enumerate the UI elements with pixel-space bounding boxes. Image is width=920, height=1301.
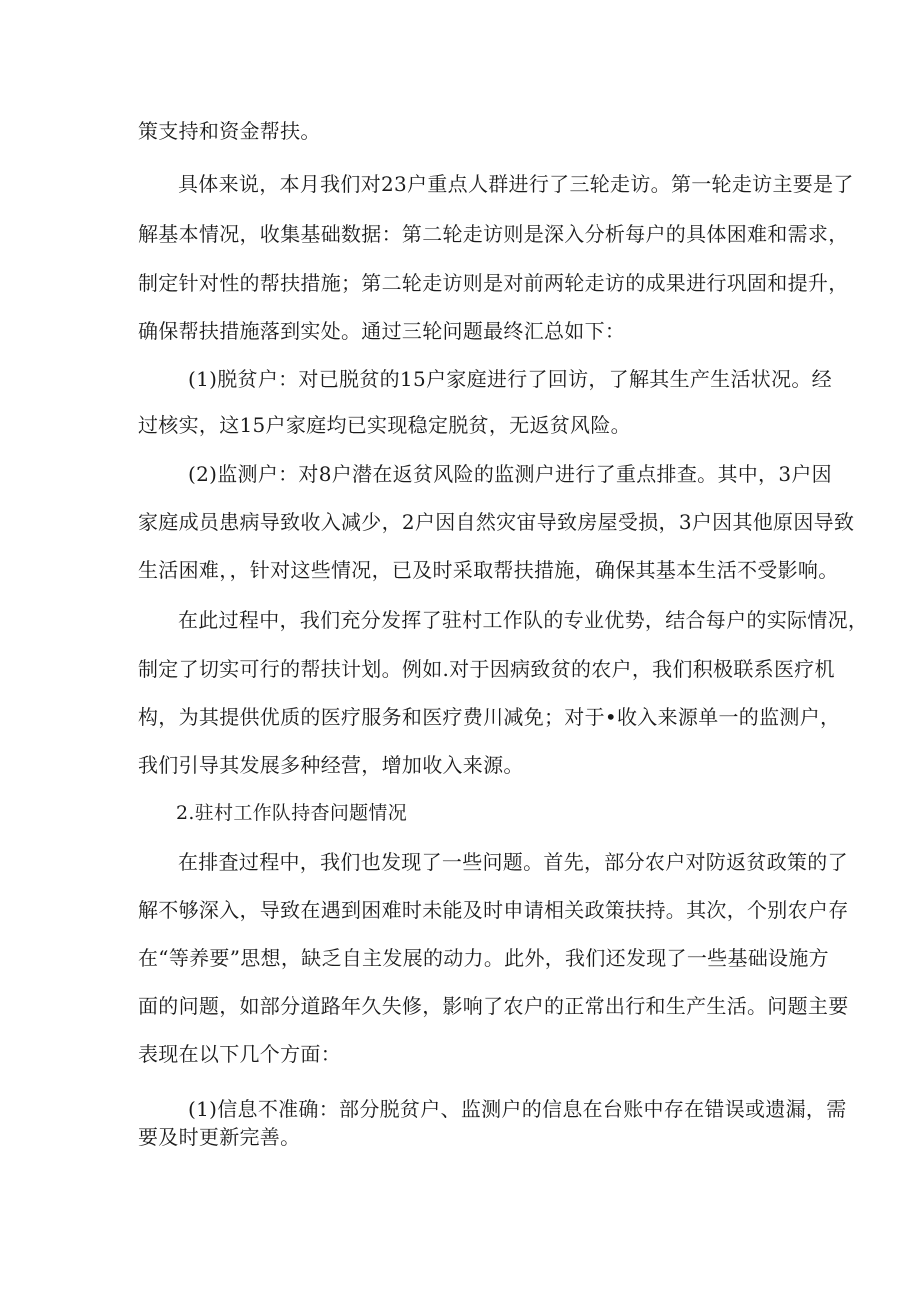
paragraph-process-line-3: 构，为其提供优质的医疗服务和医疗费川减免；对于•收入来源单一的监测户， [138, 705, 841, 729]
paragraph-issues-line-2: 解不够深入，导致在遇到困难时未能及时申请相关政策扶持。其次，个别农户存 [138, 898, 849, 922]
item-poverty-exit-line-1: (1)脱贫户：对已脱贫的15户家庭进行了回访，了解其生产生活状况。经 [188, 367, 832, 391]
item-monitored-line-2: 家庭成员患病导致收入减少，2户因自然灾宙导致房屋受损，3户因其他原因导致 [138, 510, 855, 534]
paragraph-visits-line-2: 解基本情况，收集基础数据：第二轮走访则是深入分析每户的具体困难和需求， [138, 222, 849, 246]
paragraph-visits-line-1: 具体来说，本月我们对23户重点人群进行了三轮走访。第一轮走访主要是了 [178, 172, 854, 196]
item-info-inaccurate-line-2: 要及时更新完善。 [138, 1125, 301, 1149]
paragraph-process-line-1: 在此过程中，我们充分发挥了驻村工作队的专业优势，结合每户的实际情况， [178, 608, 869, 632]
paragraph-issues-line-3: 在“等养要”思想，缺乏自主发展的动力。此外，我们还发现了一些基础设施方 [138, 946, 829, 970]
section-heading: 2.驻村工作队持杳问题情况 [176, 802, 408, 824]
paragraph-continuation-line: 策支持和资金帮扶。 [138, 119, 321, 143]
paragraph-process-line-4: 我们引导其发展多种经营，增加收入来源。 [138, 753, 524, 777]
paragraph-issues-line-5: 表现在以下几个方面： [138, 1042, 341, 1066]
paragraph-issues-line-1: 在排査过程中，我们也发现了一些问题。首先，部分农户对防返贫政策的了 [178, 850, 848, 874]
item-poverty-exit-line-2: 过核实，这15户家庭均已实现稳定脱贫，无返贫风险。 [138, 413, 631, 437]
paragraph-process-line-2: 制定了切实可行的帮扶计划。例如.对于因病致贫的农户，我们积极联系医疗机 [138, 657, 835, 681]
paragraph-visits-line-4: 确保帮扶措施落到实处。通过三轮问题最终汇总如下： [138, 319, 626, 343]
item-monitored-line-1: (2)监测户：对8户潜在返贫风险的监测户进行了重点排查。其中，3户因 [188, 462, 832, 486]
item-info-inaccurate-line-1: (1)信息不准确：部分脱贫户、监测户的信息在台账中存在错误或遗漏，需 [188, 1097, 847, 1121]
paragraph-visits-line-3: 制定针对性的帮扶措施；第二轮走访则是对前两轮走访的成果进行巩固和提升， [138, 271, 849, 295]
item-monitored-line-3: 生活困难，，针对这些情况，已及时采取帮扶措施，确保其基本生活不受影响。 [138, 558, 839, 582]
paragraph-issues-line-4: 面的问题，如部分道路年久失修，影响了农户的正常出行和生产生活。问题主要 [138, 994, 849, 1018]
